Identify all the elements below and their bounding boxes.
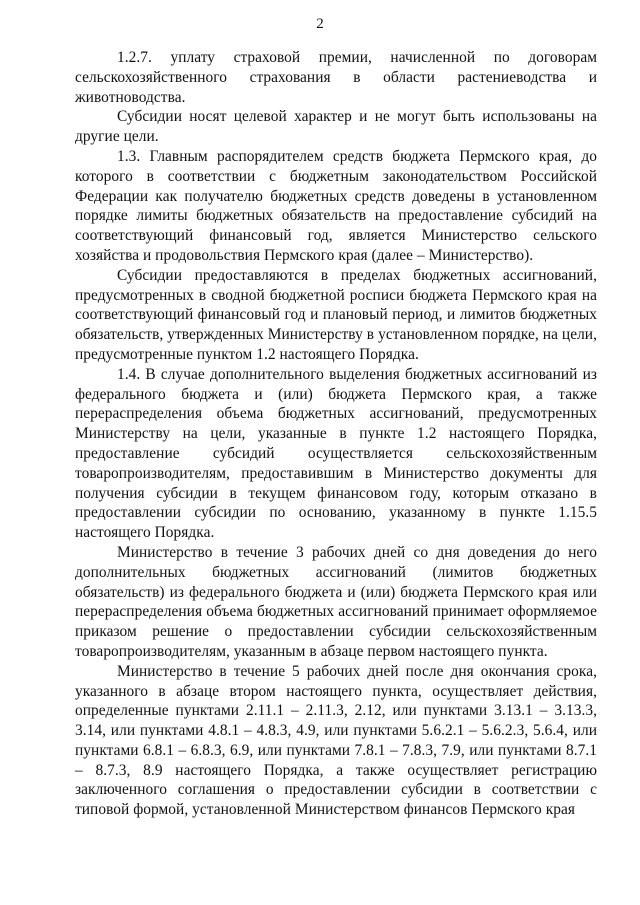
page-number: 2 [316, 16, 324, 32]
paragraph-subsidy-purpose: Субсидии носят целевой характер и не могут быть использованы на другие цели. [75, 108, 597, 146]
paragraph-subsidy-limits: Субсидии предоставляются в пределах бюджетных ассигнований, предусмотренных в сводной бюджетной росписи бюджета Пермского края на соответствующий финансовый год и плановый период, и лимитов бюджетных обязательств, утвержденных Министерству в установленном порядке, на цели, предусмотренные пунктом 1.2 настоящего Порядка. [75, 266, 597, 363]
paragraph-ministry-3-days: Министерство в течение 3 рабочих дней со дня доведения до него дополнительных бюджетных ассигнований (лимитов бюджетных обязательств) из федерального бюджета и (или) бюджета Пермского края или перераспределения объема бюджетных ассигнований принимает оформляемое приказом решение о предоставлении субсидии сельскохозяйственным товаропроизводителям, указанным в абзаце первом настоящего пункта. [75, 543, 597, 660]
paragraph-1-4: 1.4. В случае дополнительного выделения бюджетных ассигнований из федерального бюджета и (или) бюджета Пермского края, а также перераспределения объема бюджетных ассигнований, предусмотренных Министерству на цели, указанные в пункте 1.2 настоящего Порядка, предоставление субсидий осуществляется сельскохозяйственным товаропроизводителям, предоставившим в Министерство документы для получения субсидии в текущем финансовом году, которым отказано в предоставлении субсидии по основанию, указанному в пункте 1.15.5 настоящего Порядка. [75, 365, 597, 542]
paragraph-1-3: 1.3. Главным распорядителем средств бюджета Пермского края, до которого в соответствии с бюджетным законодательством Российской Федерации как получателю бюджетных средств доведены в установленном порядке лимиты бюджетных обязательств на предоставление субсидий на соответствующий финансовый год, является Министерство сельского хозяйства и продовольствия Пермского края (далее – Министерство). [75, 147, 597, 264]
paragraph-ministry-5-days: Министерство в течение 5 рабочих дней после дня окончания срока, указанного в абзаце втором настоящего пункта, осуществляет действия, определенные пунктами 2.11.1 – 2.11.3, 2.12, или пунктами 3.13.1 – 3.13.3, 3.14, или пунктами 4.8.1 – 4.8.3, 4.9, или пунктами 5.6.2.1 – 5.6.2.3, 5.6.4, или пунктами 6.8.1 – 6.8.3, 6.9, или пунктами 7.8.1 – 7.8.3, 7.9, или пунктами 8.7.1 – 8.7.3, 8.9 настоящего Порядка, а также осуществляет регистрацию заключенного соглашения о предоставлении субсидии в соответствии с типовой формой, установленной Министерством финансов Пермского края [75, 662, 597, 819]
document-body [75, 48, 597, 820]
paragraph-1-2-7: 1.2.7. уплату страховой премии, начисленной по договорам сельскохозяйственного страхования в области растениеводства и животноводства. [75, 49, 597, 106]
